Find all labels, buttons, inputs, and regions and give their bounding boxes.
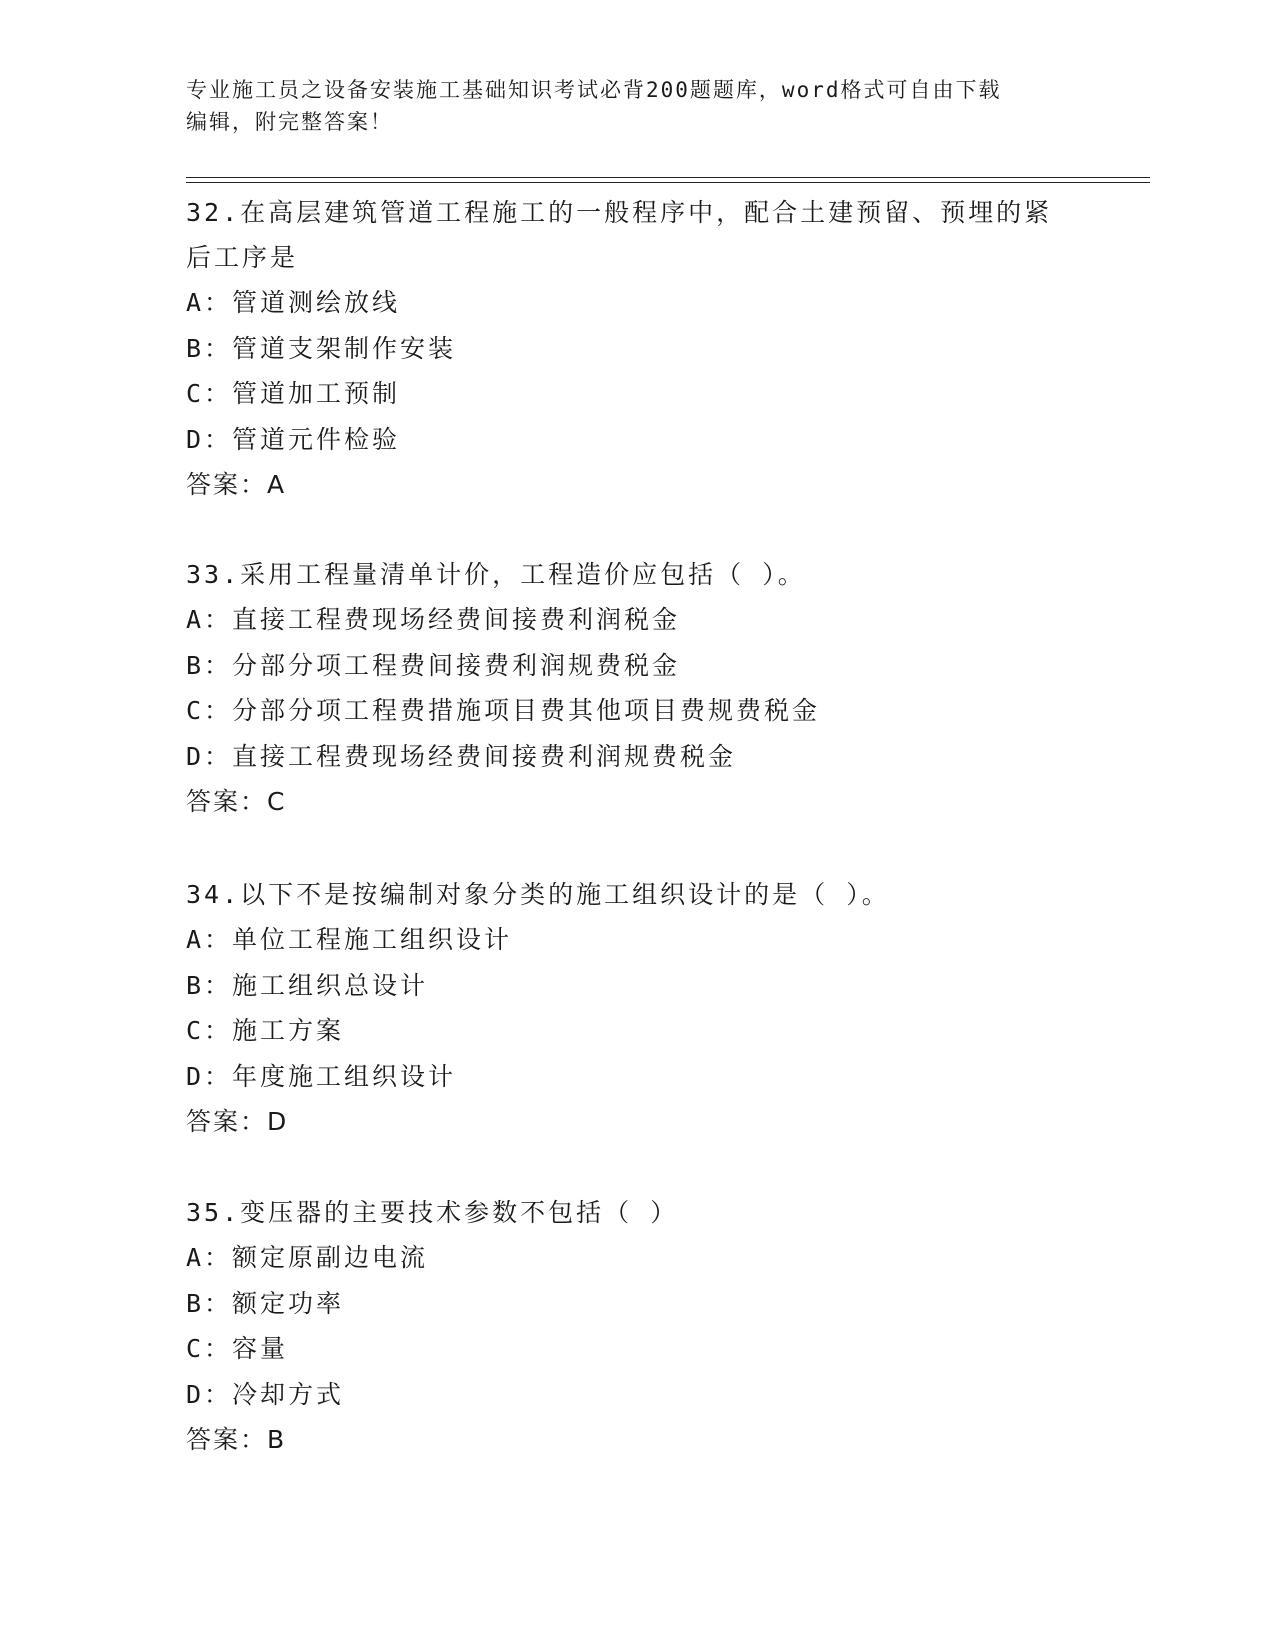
question-stem: 35.变压器的主要技术参数不包括（ ） (186, 1198, 679, 1227)
header-title-line-2: 编辑，附完整答案！ (186, 110, 393, 134)
question-stem-continued: 后工序是 (186, 243, 299, 272)
answer-label: 答案：D (186, 1107, 289, 1136)
question-stem: 32.在高层建筑管道工程施工的一般程序中，配合土建预留、预埋的紧 (186, 198, 1053, 227)
question-stem: 33.采用工程量清单计价，工程造价应包括（ ）。 (186, 560, 806, 589)
option-d: D：年度施工组织设计 (186, 1061, 457, 1091)
option-d: D：直接工程费现场经费间接费利润规费税金 (186, 741, 737, 771)
answer-label: 答案：C (186, 787, 287, 816)
header-title-line-1: 专业施工员之设备安装施工基础知识考试必背200题题库，word格式可自由下载 (186, 78, 1002, 102)
option-c: C：施工方案 (186, 1016, 345, 1045)
option-d: D：冷却方式 (186, 1379, 345, 1409)
option-b: B：分部分项工程费间接费利润规费税金 (186, 650, 681, 680)
option-b: B：施工组织总设计 (186, 970, 429, 1000)
question-33 (186, 552, 1086, 824)
option-c: C：分部分项工程费措施项目费其他项目费规费税金 (186, 696, 821, 725)
option-a: A：管道测绘放线 (186, 288, 401, 317)
option-c: C：管道加工预制 (186, 379, 401, 408)
question-32 (186, 190, 1086, 507)
header-divider-top (186, 177, 1150, 178)
question-stem: 34.以下不是按编制对象分类的施工组织设计的是（ ）。 (186, 880, 890, 909)
answer-label: 答案：B (186, 1425, 287, 1454)
option-a: A：单位工程施工组织设计 (186, 925, 513, 954)
option-b: B：管道支架制作安装 (186, 333, 457, 363)
option-a: A：直接工程费现场经费间接费利润税金 (186, 605, 681, 634)
option-d: D：管道元件检验 (186, 424, 401, 454)
question-35 (186, 1190, 1086, 1462)
header-divider-bottom (186, 182, 1150, 183)
question-34 (186, 872, 1086, 1144)
option-a: A：额定原副边电流 (186, 1243, 429, 1272)
option-b: B：额定功率 (186, 1288, 345, 1318)
answer-label: 答案：A (186, 470, 287, 499)
option-c: C：容量 (186, 1334, 289, 1363)
document-header (186, 74, 1086, 138)
